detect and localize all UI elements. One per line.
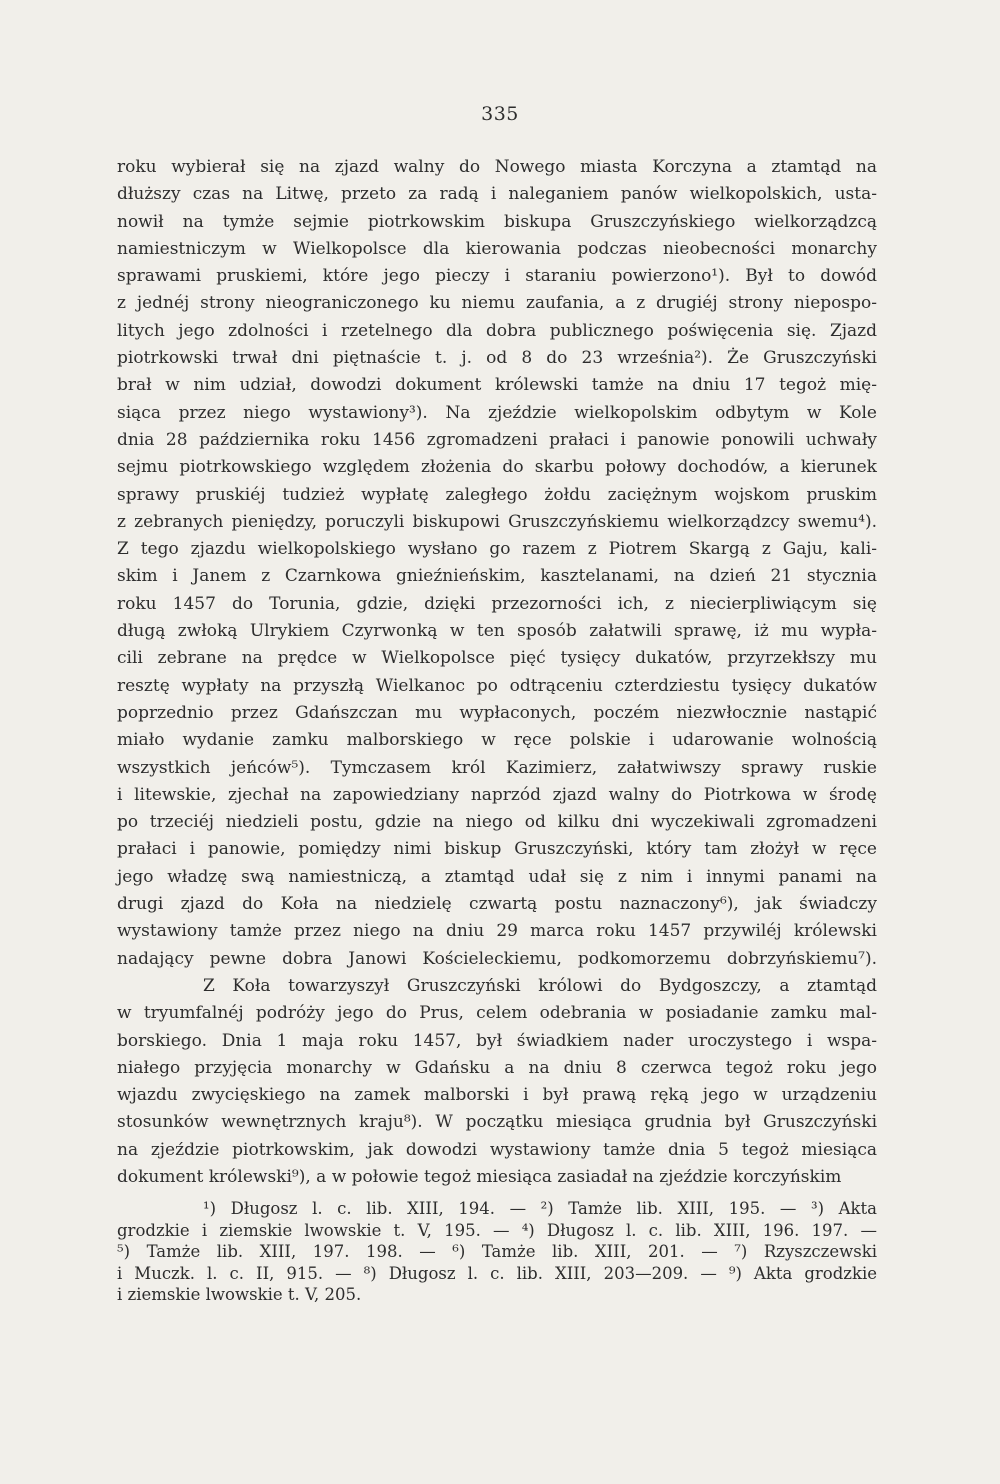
text-line: z jednéj strony nieograniczonego ku niemu zaufania, a z drugiéj strony niepospo- [117,293,877,314]
text-line: jego władzę swą namiestniczą, a ztamtąd udał się z nim i innymi panami na [117,866,877,887]
text-line: litych jego zdolności i rzetelnego dla dobra publicznego poświęcenia się. Zjazd [117,320,877,341]
text-line: borskiego. Dnia 1 maja roku 1457, był świadkiem nader uroczystego i wspa- [117,1030,877,1051]
text-line: wjazdu zwycięskiego na zamek malborski i był prawą ręką jego w urządzeniu [117,1085,877,1106]
text-line: po trzeciéj niedzieli postu, gdzie na niego od kilku dni wyczekiwali zgromadzeni [117,812,877,833]
text-line: poprzednio przez Gdańszczan mu wypłaconych, poczém niezwłocznie nastąpić [117,702,877,723]
text-line: nadający pewne dobra Janowi Kościeleckiemu, podkomorzemu dobrzyńskiemu⁷). [117,948,877,969]
text-line: w tryumfalnéj podróży jego do Prus, celem odebrania w posiadanie zamku mal- [117,1003,877,1024]
text-line: miało wydanie zamku malborskiego w ręce polskie i udarowanie wolnością [117,730,877,751]
text-line: dnia 28 października roku 1456 zgromadzeni prałaci i panowie ponowili uchwały [117,429,877,450]
text-line: resztę wypłaty na przyszłą Wielkanoc po odtrąceniu czterdziestu tysięcy dukatów [117,675,877,696]
text-line: stosunków wewnętrznych kraju⁸). W początku miesiąca grudnia był Gruszczyński [117,1112,877,1133]
text-line: niałego przyjęcia monarchy w Gdańsku a na dniu 8 czerwca tegoż roku jego [117,1057,877,1078]
text-line: piotrkowski trwał dni piętnaście t. j. od 8 do 23 września²). Że Gruszczyński [117,348,877,369]
text-line: roku 1457 do Torunia, gdzie, dzięki przezorności ich, z niecierpliwiącym się [117,593,877,614]
text-line: Z tego zjazdu wielkopolskiego wysłano go razem z Piotrem Skargą z Gaju, kali- [117,539,877,560]
footnote-line: i ziemskie lwowskie t. V, 205. [117,1285,362,1304]
body-text [117,154,877,1191]
footnote-line: ¹) Długosz l. c. lib. XIII, 194. — ²) Tamże lib. XIII, 195. — ³) Akta [203,1199,877,1218]
footnote-line: grodzkie i ziemskie lwowskie t. V, 195. — ⁴) Długosz l. c. lib. XIII, 196. 197. — [117,1220,877,1240]
text-line: cili zebrane na prędce w Wielkopolsce pięć tysięcy dukatów, przyrzekłszy mu [117,648,877,669]
text-line: sejmu piotrkowskiego względem złożenia do skarbu połowy dochodów, a kierunek [117,457,877,478]
page-number: 335 [481,103,519,125]
text-line: siąca przez niego wystawiony³). Na zjeździe wielkopolskim odbytym w Kole [117,402,877,423]
footnotes [117,1198,877,1306]
text-line: brał w nim udział, dowodzi dokument królewski tamże na dniu 17 tegoż mię- [117,375,877,396]
text-line: z zebranych pieniędzy, poruczyli biskupowi Gruszczyńskiemu wielkorządzcy swemu⁴). [117,511,877,532]
text-line: nowił na tymże sejmie piotrkowskim biskupa Gruszczyńskiego wielkorządzcą [117,211,877,232]
text-line: wystawiony tamże przez niego na dniu 29 marca roku 1457 przywiléj królewski [117,921,877,942]
text-line: roku wybierał się na zjazd walny do Nowego miasta Korczyna a ztamtąd na [117,157,877,177]
text-line: namiestniczym w Wielkopolsce dla kierowania podczas nieobecności monarchy [117,238,877,259]
text-line: sprawy pruskiéj tudzież wypłatę zaległego żołdu zaciężnym wojskom pruskim [117,484,877,505]
footnote-line: ⁵) Tamże lib. XIII, 197. 198. — ⁶) Tamże lib. XIII, 201. — ⁷) Rzyszczewski [117,1242,877,1261]
text-line: dokument królewski⁹), a w połowie tegoż miesiąca zasiadał na zjeździe korczyńskim [117,1166,842,1187]
text-line: prałaci i panowie, pomiędzy nimi biskup Gruszczyński, który tam złożył w ręce [117,839,877,860]
text-line: dłuższy czas na Litwę, przeto za radą i naleganiem panów wielkopolskich, usta- [117,184,877,205]
text-line: sprawami pruskiemi, które jego pieczy i staraniu powierzono¹). Był to dowód [117,266,877,287]
text-line: skim i Janem z Czarnkowa gnieźnieńskim, kasztelanami, na dzień 21 stycznia [117,566,877,587]
text-line: na zjeździe piotrkowskim, jak dowodzi wystawiony tamże dnia 5 tegoż miesiąca [117,1139,877,1160]
text-line: drugi zjazd do Koła na niedzielę czwartą postu naznaczony⁶), jak świadczy [117,894,877,915]
text-line: i litewskie, zjechał na zapowiedziany naprzód zjazd walny do Piotrkowa w środę [117,784,877,805]
text-line: Z Koła towarzyszył Gruszczyński królowi do Bydgoszczy, a ztamtąd [203,975,877,996]
text-line: wszystkich jeńców⁵). Tymczasem król Kazimierz, załatwiwszy sprawy ruskie [117,757,877,778]
text-line: długą zwłoką Ulrykiem Czyrwonką w ten sposób załatwili sprawę, iż mu wypła- [117,621,877,642]
footnote-line: i Muczk. l. c. II, 915. — ⁸) Długosz l. c. lib. XIII, 203—209. — ⁹) Akta grodzkie [117,1263,877,1283]
